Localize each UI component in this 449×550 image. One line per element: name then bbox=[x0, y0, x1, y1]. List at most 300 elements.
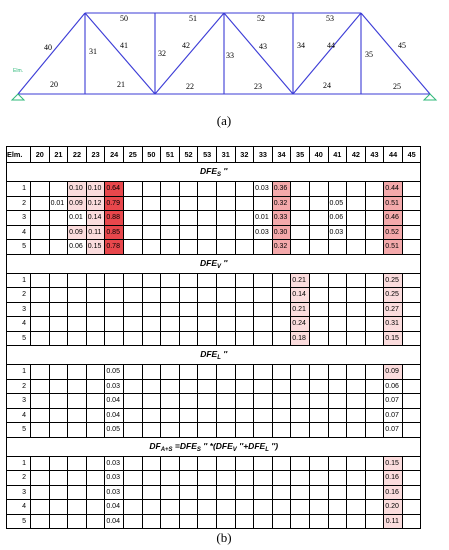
table-cell bbox=[198, 317, 217, 332]
table-cell bbox=[328, 288, 347, 303]
table-cell bbox=[254, 514, 273, 529]
table-cell bbox=[347, 379, 366, 394]
table-cell: 0.11 bbox=[86, 225, 105, 240]
table-cell bbox=[123, 485, 142, 500]
row-label: 5 bbox=[7, 240, 31, 255]
table-cell bbox=[272, 302, 291, 317]
table-cell bbox=[49, 514, 68, 529]
table-cell bbox=[235, 240, 254, 255]
table-cell bbox=[86, 288, 105, 303]
table-cell bbox=[272, 273, 291, 288]
table-cell bbox=[142, 273, 161, 288]
table-row bbox=[7, 240, 421, 255]
table-cell bbox=[198, 273, 217, 288]
table-cell bbox=[402, 240, 421, 255]
table-cell bbox=[49, 471, 68, 486]
table-cell bbox=[328, 485, 347, 500]
table-cell bbox=[31, 379, 50, 394]
table-cell bbox=[86, 317, 105, 332]
table-cell bbox=[161, 273, 180, 288]
table-cell bbox=[402, 331, 421, 346]
table-cell bbox=[68, 500, 87, 515]
table-cell bbox=[216, 196, 235, 211]
table-cell bbox=[347, 273, 366, 288]
table-cell bbox=[179, 211, 198, 226]
table-cell bbox=[142, 423, 161, 438]
table-cell bbox=[309, 456, 328, 471]
table-cell: 0.18 bbox=[291, 331, 310, 346]
row-label: 2 bbox=[7, 471, 31, 486]
table-cell bbox=[402, 514, 421, 529]
support-icon bbox=[12, 94, 24, 100]
table-cell bbox=[31, 514, 50, 529]
header-member-25: 25 bbox=[123, 147, 142, 163]
table-cell bbox=[291, 379, 310, 394]
table-cell bbox=[402, 500, 421, 515]
table-cell bbox=[254, 331, 273, 346]
table-cell bbox=[235, 379, 254, 394]
table-cell: 0.03 bbox=[105, 379, 124, 394]
row-label: 1 bbox=[7, 182, 31, 197]
header-member-42: 42 bbox=[347, 147, 366, 163]
table-cell bbox=[161, 500, 180, 515]
table-cell bbox=[31, 456, 50, 471]
table-cell bbox=[347, 240, 366, 255]
table-cell bbox=[254, 500, 273, 515]
header-member-41: 41 bbox=[328, 147, 347, 163]
table-row bbox=[7, 394, 421, 409]
table-cell bbox=[123, 317, 142, 332]
header-member-31: 31 bbox=[216, 147, 235, 163]
table-cell bbox=[347, 485, 366, 500]
table-cell bbox=[86, 485, 105, 500]
table-cell: 0.33 bbox=[272, 211, 291, 226]
table-cell bbox=[68, 514, 87, 529]
table-cell bbox=[49, 331, 68, 346]
table-cell bbox=[31, 211, 50, 226]
table-cell bbox=[49, 500, 68, 515]
table-cell bbox=[272, 365, 291, 380]
table-cell bbox=[235, 365, 254, 380]
table-cell: 0.78 bbox=[105, 240, 124, 255]
header-member-23: 23 bbox=[86, 147, 105, 163]
table-cell: 0.79 bbox=[105, 196, 124, 211]
table-cell bbox=[328, 273, 347, 288]
table-cell bbox=[254, 288, 273, 303]
table-cell bbox=[123, 182, 142, 197]
table-cell bbox=[161, 225, 180, 240]
header-member-20: 20 bbox=[31, 147, 50, 163]
section-title: $DF_{A+S} =DFE_S$ '' $*(DFE_V$ ''$+DFE_L$ '') bbox=[7, 437, 421, 456]
table-cell: 0.15 bbox=[86, 240, 105, 255]
table-cell: 0.01 bbox=[254, 211, 273, 226]
table-cell bbox=[179, 423, 198, 438]
header-member-22: 22 bbox=[68, 147, 87, 163]
table-cell: 0.07 bbox=[384, 394, 403, 409]
table-row bbox=[7, 500, 421, 515]
table-cell bbox=[68, 331, 87, 346]
table-cell bbox=[86, 456, 105, 471]
table-cell bbox=[291, 471, 310, 486]
member-label-51: 51 bbox=[189, 14, 197, 23]
table-cell bbox=[142, 365, 161, 380]
table-cell bbox=[347, 317, 366, 332]
table-cell bbox=[68, 408, 87, 423]
table-cell bbox=[365, 302, 384, 317]
table-cell bbox=[31, 196, 50, 211]
table-cell bbox=[365, 423, 384, 438]
table-cell bbox=[328, 408, 347, 423]
table-row bbox=[7, 196, 421, 211]
table-cell bbox=[123, 365, 142, 380]
table-cell bbox=[31, 394, 50, 409]
table-cell bbox=[105, 317, 124, 332]
table-cell bbox=[123, 394, 142, 409]
table-cell bbox=[49, 365, 68, 380]
table-cell bbox=[161, 196, 180, 211]
table-cell bbox=[309, 240, 328, 255]
table-cell bbox=[31, 240, 50, 255]
table-cell bbox=[347, 500, 366, 515]
table-cell: 0.04 bbox=[105, 500, 124, 515]
table-cell bbox=[68, 302, 87, 317]
table-row bbox=[7, 485, 421, 500]
table-row bbox=[7, 514, 421, 529]
table-cell bbox=[49, 379, 68, 394]
member-label-42: 42 bbox=[182, 41, 190, 50]
table-cell bbox=[68, 471, 87, 486]
table-cell bbox=[49, 211, 68, 226]
table-cell bbox=[216, 423, 235, 438]
table-cell: 0.52 bbox=[384, 225, 403, 240]
table-cell bbox=[142, 379, 161, 394]
table-cell: 0.06 bbox=[384, 379, 403, 394]
table-cell bbox=[142, 182, 161, 197]
table-cell: 0.31 bbox=[384, 317, 403, 332]
table-cell bbox=[291, 365, 310, 380]
table-cell bbox=[309, 317, 328, 332]
table-cell bbox=[309, 182, 328, 197]
member-label-33: 33 bbox=[226, 51, 234, 60]
table-cell bbox=[179, 500, 198, 515]
header-member-35: 35 bbox=[291, 147, 310, 163]
table-cell bbox=[68, 485, 87, 500]
table-cell bbox=[216, 456, 235, 471]
table-cell bbox=[309, 408, 328, 423]
table-cell: 0.21 bbox=[291, 302, 310, 317]
table-cell: 0.36 bbox=[272, 182, 291, 197]
table-cell bbox=[68, 379, 87, 394]
table-row bbox=[7, 379, 421, 394]
table-cell bbox=[254, 317, 273, 332]
member-label-23: 23 bbox=[254, 82, 262, 91]
table-cell: 0.09 bbox=[68, 225, 87, 240]
distribution-factor-table bbox=[6, 146, 421, 529]
table-row bbox=[7, 365, 421, 380]
table-cell: 0.30 bbox=[272, 225, 291, 240]
caption-b: (b) bbox=[216, 530, 232, 545]
table-cell bbox=[123, 302, 142, 317]
member-label-24: 24 bbox=[323, 81, 331, 90]
member-label-41: 41 bbox=[120, 41, 128, 50]
header-member-50: 50 bbox=[142, 147, 161, 163]
table-cell bbox=[291, 485, 310, 500]
table-cell bbox=[402, 288, 421, 303]
table-cell bbox=[291, 225, 310, 240]
table-cell bbox=[31, 288, 50, 303]
table-cell: 0.05 bbox=[105, 423, 124, 438]
table-cell bbox=[179, 240, 198, 255]
table-cell bbox=[49, 456, 68, 471]
table-cell: 0.16 bbox=[384, 485, 403, 500]
table-cell: 0.07 bbox=[384, 408, 403, 423]
table-cell bbox=[254, 471, 273, 486]
table-cell bbox=[365, 408, 384, 423]
table-cell: 0.25 bbox=[384, 273, 403, 288]
table-cell bbox=[142, 394, 161, 409]
table-cell bbox=[235, 471, 254, 486]
table-cell: 0.44 bbox=[384, 182, 403, 197]
table-cell bbox=[86, 471, 105, 486]
table-cell: 0.03 bbox=[328, 225, 347, 240]
table-cell bbox=[328, 302, 347, 317]
member-labels bbox=[44, 14, 406, 91]
table-cell bbox=[123, 471, 142, 486]
table-cell bbox=[254, 485, 273, 500]
table-cell bbox=[402, 379, 421, 394]
table-cell bbox=[142, 514, 161, 529]
table-cell bbox=[179, 365, 198, 380]
table-cell bbox=[49, 225, 68, 240]
table-cell: 0.32 bbox=[272, 196, 291, 211]
table-cell bbox=[309, 423, 328, 438]
member-label-21: 21 bbox=[117, 80, 125, 89]
member-label-35: 35 bbox=[365, 50, 373, 59]
table-cell bbox=[31, 273, 50, 288]
table-cell bbox=[179, 273, 198, 288]
table-cell bbox=[179, 196, 198, 211]
row-label: 1 bbox=[7, 273, 31, 288]
table-cell bbox=[272, 408, 291, 423]
table-cell bbox=[31, 500, 50, 515]
table-cell bbox=[347, 211, 366, 226]
table-cell: 0.10 bbox=[86, 182, 105, 197]
table-cell bbox=[161, 456, 180, 471]
row-label: 3 bbox=[7, 485, 31, 500]
table-cell: 0.06 bbox=[68, 240, 87, 255]
table-cell bbox=[365, 317, 384, 332]
table-cell bbox=[198, 225, 217, 240]
table-row bbox=[7, 456, 421, 471]
table-cell bbox=[272, 317, 291, 332]
table-row bbox=[7, 302, 421, 317]
caption-a: (a) bbox=[216, 113, 232, 128]
table-cell bbox=[161, 302, 180, 317]
row-label: 4 bbox=[7, 225, 31, 240]
header-member-43: 43 bbox=[365, 147, 384, 163]
member-label-43: 43 bbox=[259, 42, 267, 51]
table-cell bbox=[309, 211, 328, 226]
table-cell bbox=[365, 471, 384, 486]
table-row bbox=[7, 273, 421, 288]
table-cell: 0.03 bbox=[254, 182, 273, 197]
row-label: 3 bbox=[7, 211, 31, 226]
table-cell bbox=[254, 240, 273, 255]
table-cell: 0.03 bbox=[105, 456, 124, 471]
table-row bbox=[7, 288, 421, 303]
table-cell bbox=[235, 211, 254, 226]
table-cell bbox=[142, 211, 161, 226]
table-cell bbox=[123, 240, 142, 255]
table-cell bbox=[254, 456, 273, 471]
table-cell bbox=[272, 288, 291, 303]
header-member-52: 52 bbox=[179, 147, 198, 163]
table-cell bbox=[179, 471, 198, 486]
table-cell bbox=[272, 331, 291, 346]
table-cell bbox=[142, 240, 161, 255]
table-cell bbox=[198, 394, 217, 409]
table-cell bbox=[142, 196, 161, 211]
table-cell bbox=[49, 317, 68, 332]
table-cell bbox=[86, 365, 105, 380]
table-cell bbox=[198, 456, 217, 471]
table-cell bbox=[161, 317, 180, 332]
table-cell bbox=[347, 365, 366, 380]
table-cell bbox=[402, 273, 421, 288]
table-cell bbox=[309, 288, 328, 303]
table-cell: 0.27 bbox=[384, 302, 403, 317]
table-cell: 0.04 bbox=[105, 514, 124, 529]
table-cell bbox=[68, 394, 87, 409]
table-cell bbox=[328, 331, 347, 346]
table-cell bbox=[309, 302, 328, 317]
table-cell: 0.25 bbox=[384, 288, 403, 303]
table-cell bbox=[49, 302, 68, 317]
table-cell bbox=[68, 288, 87, 303]
truss-diagram bbox=[0, 0, 449, 110]
table-cell bbox=[179, 225, 198, 240]
table-cell: 0.05 bbox=[328, 196, 347, 211]
table-cell bbox=[142, 471, 161, 486]
table-cell: 0.88 bbox=[105, 211, 124, 226]
table-cell bbox=[161, 408, 180, 423]
table-cell bbox=[105, 273, 124, 288]
header-member-32: 32 bbox=[235, 147, 254, 163]
row-label: 2 bbox=[7, 288, 31, 303]
table-cell bbox=[328, 514, 347, 529]
table-cell bbox=[105, 288, 124, 303]
table-cell bbox=[272, 471, 291, 486]
header-member-40: 40 bbox=[309, 147, 328, 163]
table-cell: 0.03 bbox=[105, 471, 124, 486]
table-cell bbox=[254, 273, 273, 288]
table-cell bbox=[123, 288, 142, 303]
table-cell bbox=[216, 240, 235, 255]
table-row bbox=[7, 211, 421, 226]
table-cell bbox=[31, 182, 50, 197]
table-cell bbox=[198, 514, 217, 529]
table-cell bbox=[179, 182, 198, 197]
table-cell bbox=[291, 394, 310, 409]
table-cell bbox=[179, 302, 198, 317]
table-cell bbox=[161, 485, 180, 500]
table-row bbox=[7, 225, 421, 240]
table-cell bbox=[347, 394, 366, 409]
truss-supports bbox=[12, 94, 436, 100]
table-cell: 0.32 bbox=[272, 240, 291, 255]
table-cell: 0.14 bbox=[291, 288, 310, 303]
table-row bbox=[7, 423, 421, 438]
table-cell bbox=[347, 302, 366, 317]
table-cell bbox=[216, 182, 235, 197]
row-label: 3 bbox=[7, 302, 31, 317]
table-cell bbox=[365, 273, 384, 288]
table-row bbox=[7, 317, 421, 332]
table-cell bbox=[142, 456, 161, 471]
table-cell bbox=[402, 225, 421, 240]
table-cell: 0.12 bbox=[86, 196, 105, 211]
table-cell bbox=[161, 471, 180, 486]
table-cell bbox=[123, 331, 142, 346]
table-cell bbox=[198, 485, 217, 500]
table-cell bbox=[179, 394, 198, 409]
member-label-52: 52 bbox=[257, 14, 265, 23]
table-cell bbox=[49, 182, 68, 197]
table-cell: 0.05 bbox=[105, 365, 124, 380]
table-cell bbox=[216, 288, 235, 303]
row-label: 4 bbox=[7, 500, 31, 515]
table-cell bbox=[86, 379, 105, 394]
row-label: 2 bbox=[7, 196, 31, 211]
table-row bbox=[7, 471, 421, 486]
row-label: 3 bbox=[7, 394, 31, 409]
table-cell bbox=[235, 273, 254, 288]
table-cell bbox=[216, 500, 235, 515]
member-label-53: 53 bbox=[326, 14, 334, 23]
table-cell bbox=[235, 196, 254, 211]
member-label-44: 44 bbox=[327, 41, 335, 50]
table-cell bbox=[86, 273, 105, 288]
table-cell bbox=[161, 514, 180, 529]
table-cell: 0.51 bbox=[384, 240, 403, 255]
table-cell: 0.51 bbox=[384, 196, 403, 211]
header-member-53: 53 bbox=[198, 147, 217, 163]
table-row bbox=[7, 182, 421, 197]
table-cell bbox=[216, 331, 235, 346]
table-cell bbox=[123, 196, 142, 211]
table-cell bbox=[402, 182, 421, 197]
table-cell bbox=[161, 394, 180, 409]
table-cell bbox=[309, 365, 328, 380]
table-cell bbox=[216, 379, 235, 394]
row-label: 5 bbox=[7, 423, 31, 438]
header-member-24: 24 bbox=[105, 147, 124, 163]
table-cell: 0.24 bbox=[291, 317, 310, 332]
table-cell: 0.15 bbox=[384, 456, 403, 471]
table-cell bbox=[328, 471, 347, 486]
table-cell bbox=[198, 288, 217, 303]
table-cell: 0.06 bbox=[328, 211, 347, 226]
header-elm: Elm. bbox=[7, 147, 31, 163]
table-cell bbox=[365, 500, 384, 515]
table-cell bbox=[142, 408, 161, 423]
header-member-44: 44 bbox=[384, 147, 403, 163]
table-cell bbox=[179, 408, 198, 423]
table-cell: 0.11 bbox=[384, 514, 403, 529]
member-label-50: 50 bbox=[120, 14, 128, 23]
table-cell bbox=[291, 408, 310, 423]
table-cell bbox=[216, 302, 235, 317]
